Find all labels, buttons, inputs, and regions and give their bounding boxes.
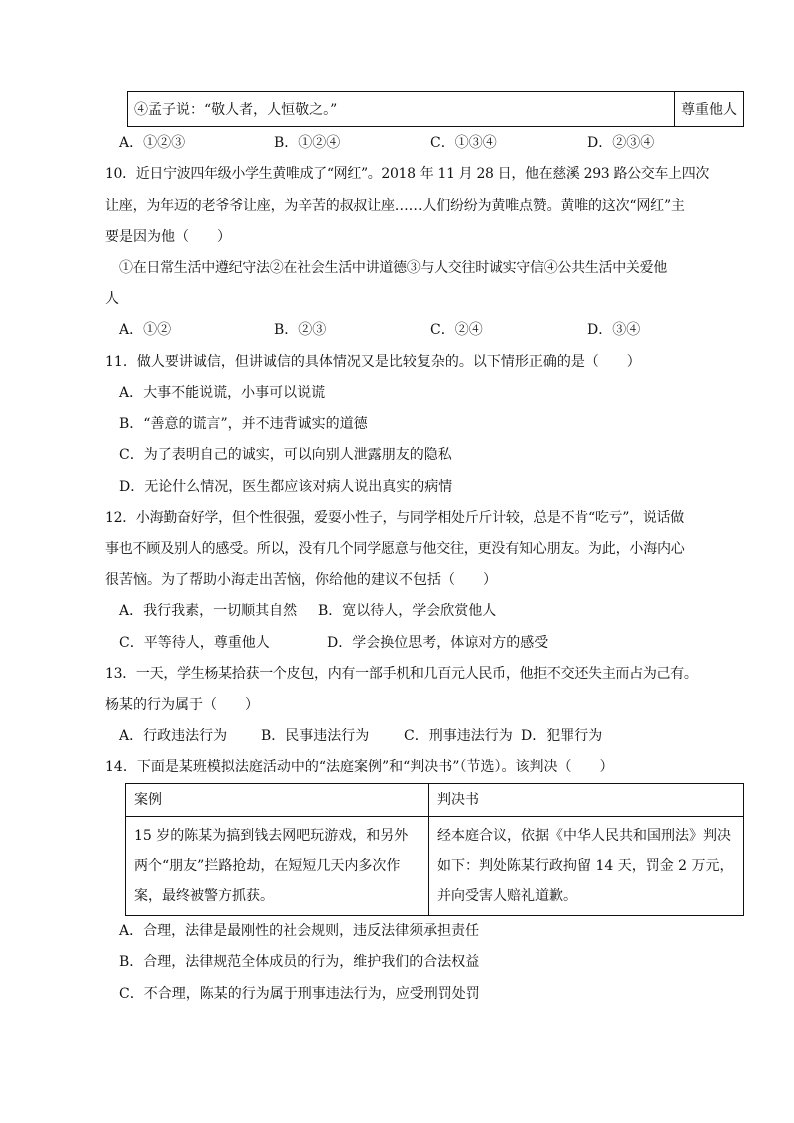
q9-table — [127, 91, 744, 127]
q10-option-b[interactable]: B．②③ — [274, 322, 327, 338]
q10-statements-line1: ①在日常生活中遵纪守法②在社会生活中讲道德③与人交往时诚实守信④公共生活中关爱他 — [119, 260, 667, 276]
case-body: 15 岁的陈某为搞到钱去网吧玩游戏，和另外两个“朋友”拦路抢劫，在短短几天内多次作案，最终被警方抓获。 — [126, 817, 429, 916]
q13-stem-line2: 杨某的行为属于（ ） — [105, 697, 259, 713]
q12-option-c[interactable]: C．平等待人，尊重他人 — [119, 635, 270, 651]
q10-stem-line3: 要是因为他（ ） — [105, 229, 231, 245]
verdict-body: 经本庭合议，依据《中华人民共和国刑法》判决如下：判处陈某行政拘留 14 天，罚金 2 万元，并向受害人赔礼道歉。 — [429, 817, 744, 916]
q9-table-item: ④孟子说：“敬人者，人恒敬之。” — [128, 92, 675, 127]
q9-option-b[interactable]: B．①②④ — [274, 135, 341, 151]
q13-option-d[interactable]: D．犯罪行为 — [521, 728, 603, 744]
q13-stem-line1: 13．一天，学生杨某拾获一个皮包，内有一部手机和几百元人民币，他拒不交还失主而占为己有。 — [105, 666, 698, 682]
q12-option-d[interactable]: D．学会换位思考，体谅对方的感受 — [327, 635, 549, 651]
q10-statements-line2: 人 — [105, 291, 119, 307]
q11-option-b[interactable]: B．“善意的谎言”，并不违背诚实的道德 — [119, 416, 368, 432]
verdict-header: 判决书 — [429, 784, 744, 817]
q11-option-d[interactable]: D．无论什么情况，医生都应该对病人说出真实的病情 — [119, 479, 453, 495]
q12-stem-line2: 事也不顾及别人的感受。所以，没有几个同学愿意与他交往，更没有知心朋友。为此，小海内心 — [105, 541, 685, 557]
q9-option-c[interactable]: C．①③④ — [430, 135, 497, 151]
q10-option-a[interactable]: A．①② — [119, 322, 172, 338]
q12-stem-line3: 很苦恼。为了帮助小海走出苦恼，你给他的建议不包括（ ） — [105, 572, 497, 588]
q13-option-b[interactable]: B．民事违法行为 — [261, 728, 370, 744]
q13-option-a[interactable]: A．行政违法行为 — [119, 728, 228, 744]
q10-stem-line1: 10．近日宁波四年级小学生黄唯成了“网红”。2018 年 11 月 28 日，他在慈溪 293 路公交车上四次 — [105, 166, 710, 182]
q9-option-d[interactable]: D．②③④ — [587, 135, 655, 151]
q9-table-label: 尊重他人 — [675, 92, 744, 127]
q14-stem: 14．下面是某班模拟法庭活动中的“法庭案例”和“判决书”（节选）。该判决（ ） — [105, 759, 614, 775]
q9-option-a[interactable]: A．①②③ — [119, 135, 186, 151]
q10-option-d[interactable]: D．③④ — [587, 322, 641, 338]
q11-option-c[interactable]: C．为了表明自己的诚实，可以向别人泄露朋友的隐私 — [119, 447, 452, 463]
q14-option-a[interactable]: A．合理，法律是最刚性的社会规则，违反法律须承担责任 — [119, 923, 480, 939]
q12-option-b[interactable]: B．宽以待人，学会欣赏他人 — [318, 603, 497, 619]
q12-stem-line1: 12．小海勤奋好学，但个性很强，爱耍小性子，与同学相处斤斤计较，总是不肯“吃亏”，说话做 — [105, 510, 684, 526]
q14-option-c[interactable]: C．不合理，陈某的行为属于刑事违法行为，应受刑罚处罚 — [119, 986, 480, 1002]
q11-stem: 11．做人要讲诚信，但讲诚信的具体情况又是比较复杂的。以下情形正确的是（ ） — [105, 354, 641, 370]
q11-option-a[interactable]: A．大事不能说谎，小事可以说谎 — [119, 385, 326, 401]
q14-option-b[interactable]: B．合理，法律规范全体成员的行为，维护我们的合法权益 — [119, 954, 480, 970]
q12-option-a[interactable]: A．我行我素，一切顺其自然 — [119, 603, 298, 619]
q10-stem-line2: 让座，为年迈的老爷爷让座，为辛苦的叔叔让座……人们纷纷为黄唯点赞。黄唯的这次“网红”主 — [105, 198, 685, 214]
q13-option-c[interactable]: C．刑事违法行为 — [404, 728, 513, 744]
case-header: 案例 — [126, 784, 429, 817]
q10-option-c[interactable]: C．②④ — [430, 322, 483, 338]
q14-case-table — [125, 783, 744, 916]
